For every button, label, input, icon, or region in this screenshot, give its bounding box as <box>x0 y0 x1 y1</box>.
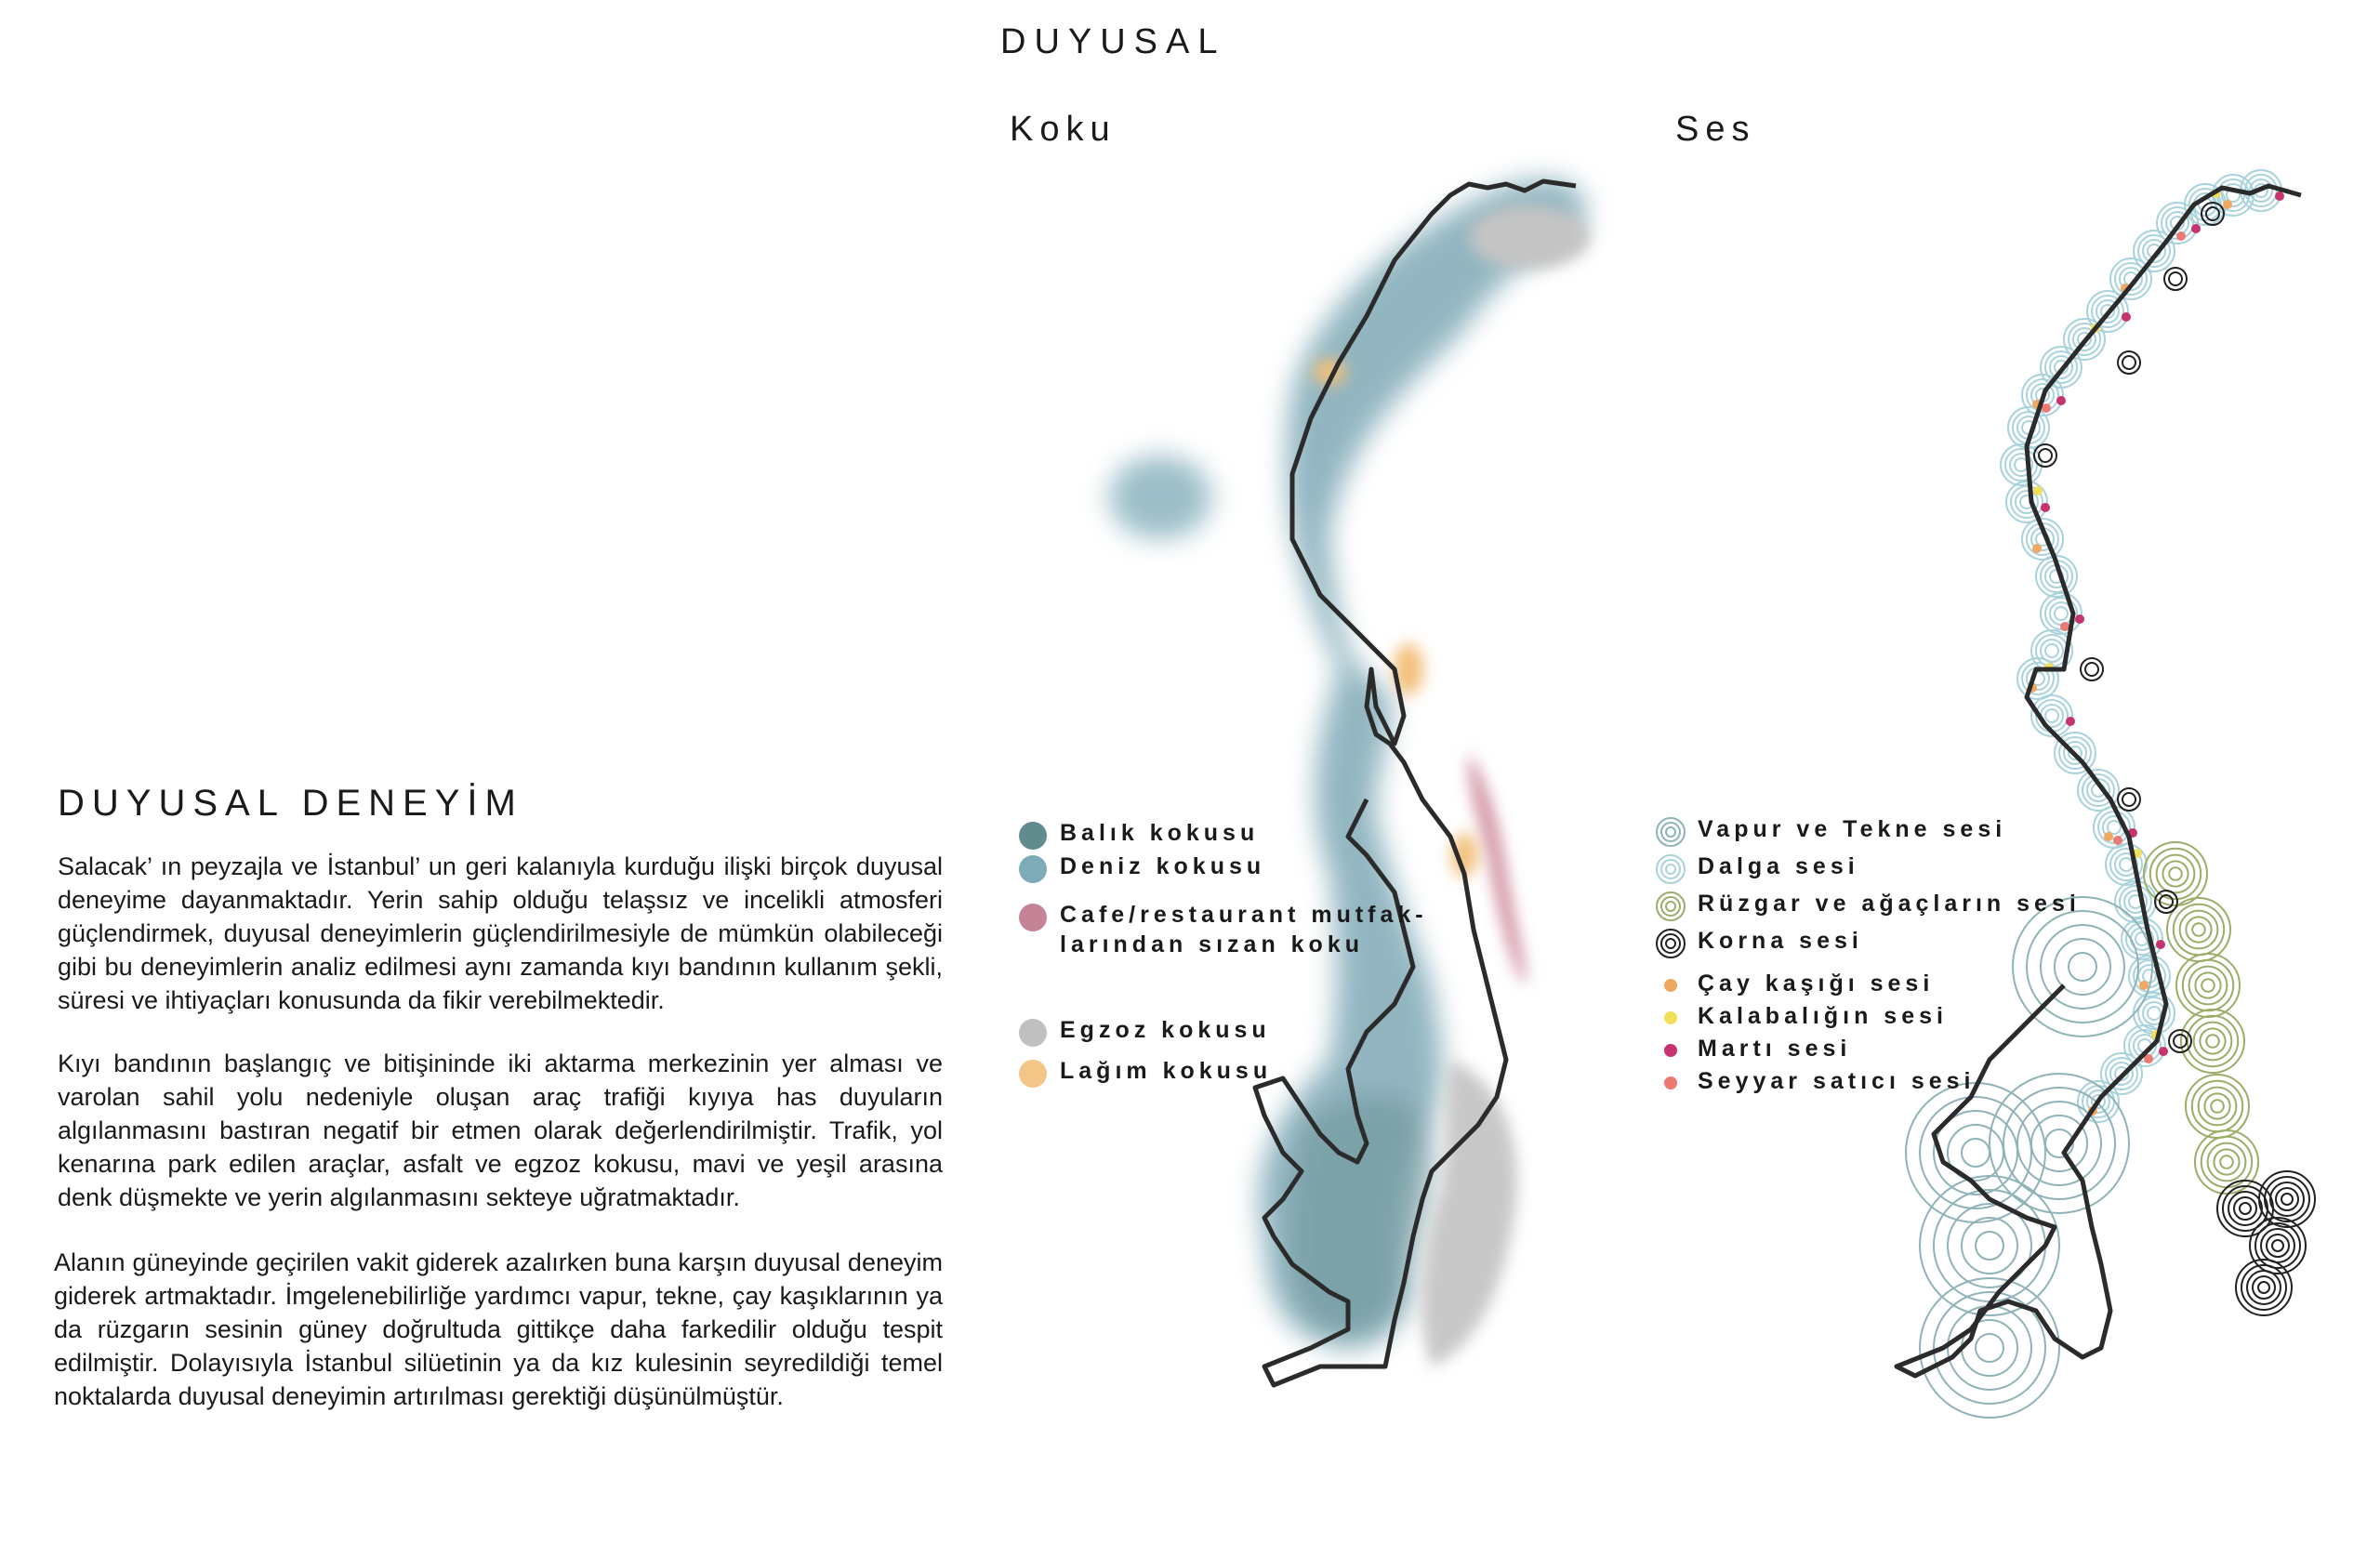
fish-smell-swatch <box>1017 820 1049 852</box>
vendor-sound-dot <box>1664 1076 1677 1089</box>
legend-label: Çay kaşığı sesi <box>1698 970 1935 997</box>
horn-sound-ring <box>2118 788 2140 811</box>
horn-sound-ring <box>2081 658 2103 680</box>
coastline-path <box>1897 186 2301 1376</box>
legend-item-crowd-sound <box>1655 1001 2081 1031</box>
seagull-sound-dot <box>2159 1047 2168 1056</box>
horn-sound-ring <box>2034 444 2056 467</box>
wind-sound-ring <box>2214 1149 2239 1174</box>
horn-sound-ring <box>2255 1223 2300 1268</box>
wave-sound-ring <box>2122 918 2162 959</box>
wind-sound-ring <box>2176 954 2240 1017</box>
legend-item-wind-sound <box>1655 889 2081 918</box>
seagull-sound-dot <box>2156 940 2165 949</box>
horn-sound-ring <box>2276 1188 2298 1210</box>
paragraph-2: Kıyı bandının başlangıç ve bitişininde iki aktarma merkezinin yer alması ve varolan sahil yolu nedeniyle oluşan araç trafiği kıyıya has duyuların algılanmasını bastıran negatif bir etmen olarak değerlendirilmiştir. Trafik, yol kenarına park edilen araçlar, asfalt ve egzoz kokusu, mavi ve yeşil arasına denk düşmekte ve yerin algılanmasını sekteye uğratmaktadır. <box>58 1050 943 1211</box>
horn-sound-ring <box>2122 793 2135 806</box>
wind-sound-ring <box>2150 849 2201 899</box>
ferry-sound-ring <box>1962 1218 2017 1274</box>
legend-label: Deniz kokusu <box>1060 853 1266 879</box>
wind-sound-ring <box>2169 867 2182 880</box>
sound-map <box>1692 149 2380 1432</box>
horn-sound-ring <box>2155 891 2177 913</box>
horn-sound-swatch <box>1655 928 1686 959</box>
wind-sound-ring <box>2195 1130 2258 1194</box>
wind-sound-ring <box>2202 979 2215 992</box>
legend-label: Seyyar satıcı sesi <box>1698 1068 1976 1094</box>
sea-smell-island <box>1109 456 1211 539</box>
seagull-sound-dot <box>2075 614 2084 624</box>
horn-sound-ring <box>2241 1265 2286 1310</box>
sound-legend <box>1655 814 2081 1096</box>
teaspoon-sound-dot <box>1664 979 1677 992</box>
seagull-sound-dot <box>2056 396 2066 405</box>
page-title: DUYUSAL <box>1000 22 1226 61</box>
sewage-smell-swatch <box>1017 1058 1049 1089</box>
smell-map <box>1060 149 1655 1432</box>
wave-sound-ring <box>2045 644 2058 657</box>
smell-legend <box>1017 818 1428 1086</box>
legend-label: Martı sesi <box>1698 1036 1852 1062</box>
teaspoon-sound-dot <box>2223 200 2232 209</box>
legend-label: Lağım kokusu <box>1060 1058 1273 1084</box>
horn-sound-ring <box>2236 1260 2292 1315</box>
legend-item-sea-smell <box>1017 852 1428 881</box>
horn-sound-ring <box>2039 449 2052 462</box>
exhaust-smell-top <box>1469 205 1590 270</box>
wind-sound-ring <box>2186 1075 2249 1138</box>
legend-label: Dalga sesi <box>1698 853 1859 879</box>
legend-label: Vapur ve Tekne sesi <box>1698 816 2007 842</box>
legend-label-cont: larından sızan koku <box>1060 931 1365 957</box>
wind-sound-ring <box>2188 1016 2238 1066</box>
cafe-smell-swatch <box>1017 902 1049 933</box>
ferry-sound-ring <box>1976 1334 2003 1362</box>
wind-sound-ring <box>2195 972 2220 997</box>
legend-item-sewage-smell <box>1017 1056 1428 1086</box>
vendor-sound-dot <box>2042 403 2051 413</box>
wind-sound-ring <box>2186 917 2211 942</box>
horn-sound-ring <box>2118 351 2140 374</box>
legend-item-cafe-smell <box>1017 900 1428 959</box>
teaspoon-sound-dot <box>2104 832 2113 841</box>
seagull-sound-dot <box>2041 503 2050 512</box>
wave-sound-ring <box>2115 881 2156 922</box>
legend-label: Kalabalığın sesi <box>1698 1003 1948 1029</box>
horn-sound-ring <box>2240 1203 2251 1214</box>
wave-sound-ring <box>2055 607 2068 620</box>
wind-sound-ring <box>2206 1035 2219 1048</box>
wave-sound-ring <box>2148 1007 2161 1020</box>
legend-label: Balık kokusu <box>1060 820 1260 846</box>
legend-item-wave-sound <box>1655 852 2081 881</box>
legend-item-horn-sound <box>1655 926 2081 956</box>
wave-sound-ring <box>2108 821 2121 834</box>
wave-sound-ring <box>2143 970 2156 983</box>
wind-sound-ring <box>2204 1093 2229 1118</box>
legend-label: Cafe/restaurant mutfak- <box>1060 902 1428 928</box>
horn-sound-ring <box>2267 1235 2289 1257</box>
vendor-sound-dot <box>2060 622 2069 631</box>
wind-sound-ring <box>2183 960 2233 1010</box>
wave-sound-ring <box>2045 709 2058 722</box>
exhaust-smell-swatch <box>1017 1017 1049 1049</box>
horn-sound-ring <box>2272 1240 2283 1251</box>
horn-sound-ring <box>2169 272 2182 285</box>
seagull-sound-dot <box>2122 312 2131 322</box>
ferry-sound-ring <box>1976 1232 2003 1260</box>
ferry-sound-ring <box>2031 1116 2087 1171</box>
wind-sound-ring <box>2174 904 2224 955</box>
teaspoon-sound-dot <box>2139 981 2149 990</box>
legend-label: Rüzgar ve ağaçların sesi <box>1698 891 2081 917</box>
legend-item-fish-smell <box>1017 818 1428 848</box>
wind-sound-ring <box>2192 923 2205 936</box>
legend-item-exhaust-smell <box>1017 1015 1428 1045</box>
crowd-sound-dot <box>1664 1011 1677 1024</box>
seagull-sound-dot <box>2191 224 2201 233</box>
horn-sound-ring <box>2253 1276 2275 1299</box>
horn-sound-ring <box>2122 356 2135 369</box>
legend-item-teaspoon-sound <box>1655 969 2081 998</box>
wind-sound-ring <box>2162 861 2188 886</box>
ferry-sound-swatch <box>1655 816 1686 848</box>
legend-label: Korna sesi <box>1698 928 1863 954</box>
seagull-sound-dot <box>2066 717 2075 726</box>
seagull-sound-dot <box>2275 191 2284 201</box>
vendor-sound-dot <box>2113 836 2122 845</box>
ferry-sound-ring <box>1962 1139 1990 1167</box>
horn-sound-ring <box>2085 663 2098 676</box>
horn-sound-ring <box>2281 1194 2293 1205</box>
wind-sound-ring <box>2192 1081 2242 1131</box>
section-title: DUYUSAL DENEYİM <box>58 783 523 824</box>
legend-item-vendor-sound <box>1655 1066 2081 1096</box>
teaspoon-sound-dot <box>2032 544 2042 553</box>
wave-sound-ring <box>2120 858 2133 871</box>
seagull-sound-dot <box>1664 1044 1677 1057</box>
wind-sound-ring <box>2220 1155 2233 1168</box>
legend-item-ferry-sound <box>1655 814 2081 844</box>
horn-sound-ring <box>2164 268 2187 290</box>
legend-label: Egzoz kokusu <box>1060 1017 1271 1043</box>
paragraph-1: Salacak’ ın peyzajla ve İstanbul’ un geri kalanıyla kurduğu ilişki birçok duyusal deneyime dayanmaktadır. Yerin sahip olduğu telaşsız ve incelikli atmosferi güçlendirmek, duyusal deneyimlerin güçlendirilmesiyle de mümkün olabileceği gibi bu deneyimlerin analiz edilmesi aynı zamanda kıyı bandının kullanım şekli, süresi ve ihtiyaçları konusunda da fikir verebilmektedir. <box>58 852 943 1014</box>
sea-smell-swatch <box>1017 853 1049 885</box>
legend-item-seagull-sound <box>1655 1034 2081 1063</box>
sound-map-title: Ses <box>1675 110 1756 149</box>
paragraph-3: Alanın güneyinde geçirilen vakit giderek azalırken buna karşın duyusal deneyim giderek artmaktadır. İmgelenebilirliğe yardımcı vapur, tekne, çay kaşıklarının ya da rüzgarın sesinin güney doğrultuda gittikçe daha farkedilir olduğu tespit edilmiştir. Dolayısıyla İstanbul silüetinin ya da kız kulesinin seyredildiği temel noktalarda duyusal deneyimin artırılması gerektiği düşünülmüştür. <box>54 1248 943 1410</box>
smell-map-title: Koku <box>1010 110 1117 149</box>
crowd-sound-dot <box>2033 486 2043 495</box>
wind-sound-ring <box>2200 1028 2225 1053</box>
wave-sound-swatch <box>1655 853 1686 885</box>
wind-sound-ring <box>2211 1100 2224 1113</box>
horn-sound-ring <box>2258 1282 2269 1293</box>
vendor-sound-dot <box>2176 231 2186 241</box>
horn-sound-ring <box>2234 1197 2256 1220</box>
wind-sound-swatch <box>1655 891 1686 922</box>
